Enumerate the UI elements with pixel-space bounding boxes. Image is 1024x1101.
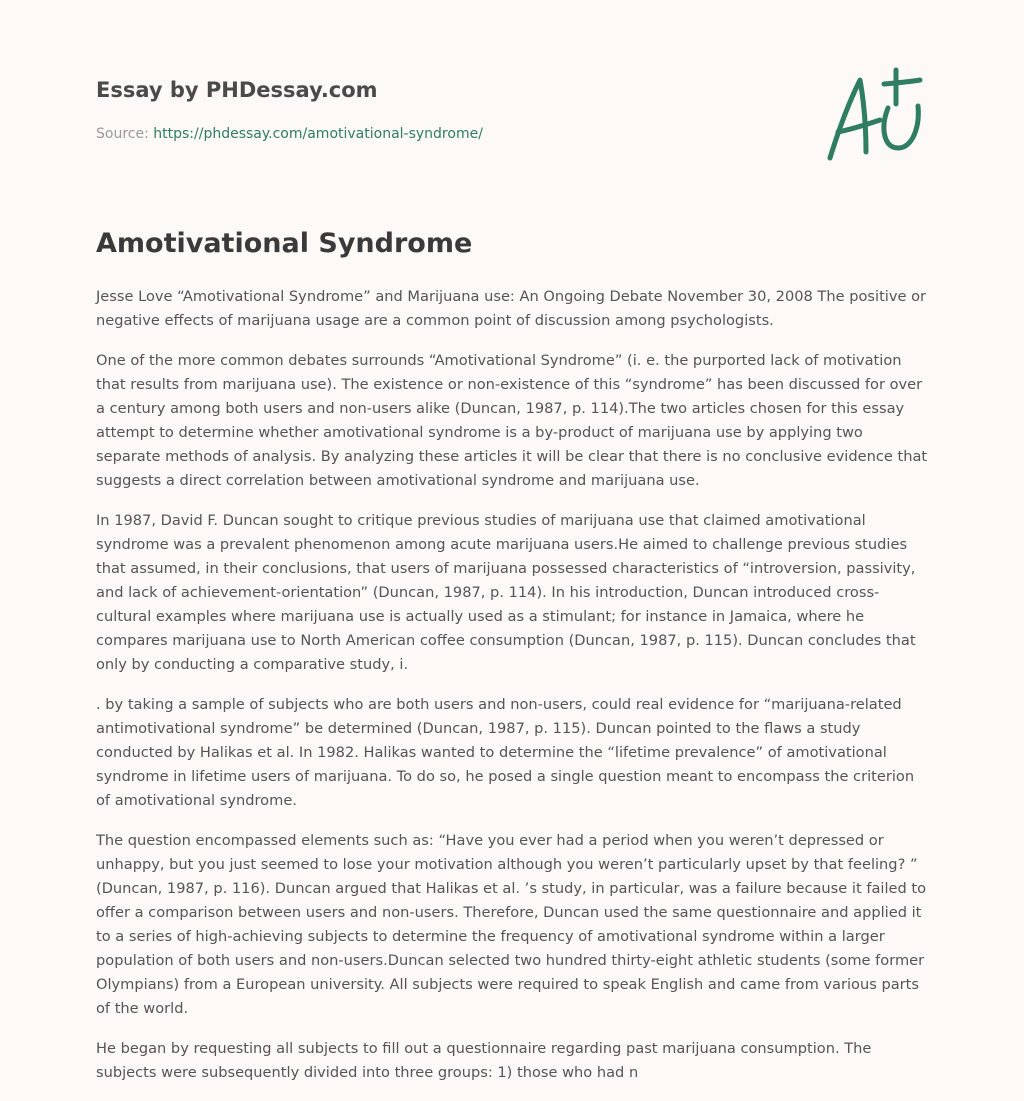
- paragraph: Jesse Love “Amotivational Syndrome” and Marijuana use: An Ongoing Debate November 30, 2008 The positive or negative effects of marijuana usage are a common point of discussion among psychologists.: [96, 288, 927, 329]
- source-line: [96, 124, 796, 144]
- article-body: [96, 285, 928, 1101]
- paragraph: One of the more common debates surrounds “Amotivational Syndrome” (i. e. the purported lack of motivation that results from marijuana use). The existence or non-existence of this “syndrome” has been discussed for over a century among both users and non-users alike (Duncan, 1987, p. 114).The two articles chosen for this essay attempt to determine whether amotivational syndrome is a by-product of marijuana use by applying two separate methods of analysis. By analyzing these articles it will be clear that there is no conclusive evidence that suggests a direct correlation between amotivational syndrome and marijuana use.: [96, 352, 928, 489]
- source-link[interactable]: https://phdessay.com/amotivational-syndrome/: [153, 126, 483, 142]
- paragraph: In 1987, David F. Duncan sought to critique previous studies of marijuana use that claimed amotivational syndrome was a prevalent phenomenon among acute marijuana users.He aimed to challenge previous studies that assumed, in their conclusions, that users of marijuana possessed characteristics of “introversion, passivity, and lack of achievement-orientation” (Duncan, 1987, p. 114). In his introduction, Duncan introduced cross-cultural examples where marijuana use is actually used as a stimulant; for instance in Jamaica, where he compares marijuana use to North American coffee consumption (Duncan, 1987, p. 115). Duncan concludes that only by conducting a comparative study, i.: [96, 512, 916, 673]
- article-title: Amotivational Syndrome: [96, 228, 473, 259]
- source-label: Source:: [96, 126, 149, 142]
- brand-title: Essay by PHDessay.com: [96, 78, 378, 102]
- paragraph: He began by requesting all subjects to fill out a questionnaire regarding past marijuana consumption. The subjects were subsequently divided into three groups: 1) those who had n: [96, 1040, 872, 1081]
- paragraph: The question encompassed elements such as: “Have you ever had a period when you weren’t depressed or unhappy, but you just seemed to lose your motivation although you weren’t particularly upset by that feeling? ” (Duncan, 1987, p. 116). Duncan argued that Halikas et al. ’s study, in particular, was a failure because it failed to offer a comparison between users and non-users. Therefore, Duncan used the same questionnaire and applied it to a series of high-achieving subjects to determine the frequency of amotivational syndrome within a larger population of both users and non-users.Duncan selected two hundred thirty-eight athletic students (some former Olympians) from a European university. All subjects were required to speak English and came from various parts of the world.: [96, 832, 927, 1017]
- document-header: [96, 76, 796, 144]
- paragraph: . by taking a sample of subjects who are both users and non-users, could real evidence for “marijuana-related antimotivational syndrome” be determined (Duncan, 1987, p. 115). Duncan pointed to the flaws a study conducted by Halikas et al. In 1982. Halikas wanted to determine the “lifetime prevalence” of amotivational syndrome in lifetime users of marijuana. To do so, he posed a single question meant to encompass the criterion of amotivational syndrome.: [96, 696, 915, 809]
- a-plus-icon: [822, 66, 932, 166]
